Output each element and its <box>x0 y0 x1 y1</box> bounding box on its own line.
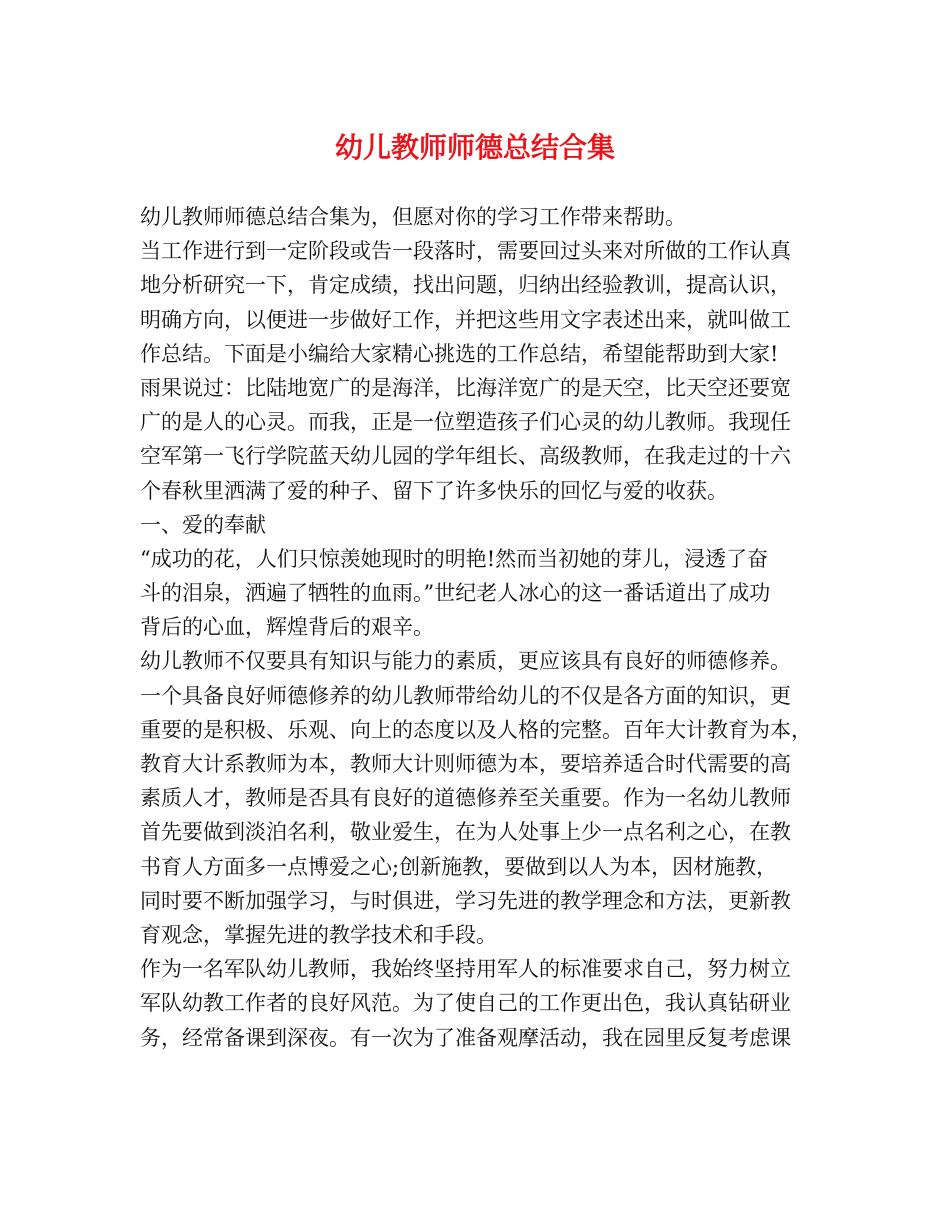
body-line: 背后的心血，辉煌背后的艰辛。 <box>140 615 434 640</box>
body-line: 同时要不断加强学习，与时俱进，学习先进的教学理念和方法，更新教 <box>140 888 791 913</box>
body-line: 空军第一飞行学院蓝天幼儿园的学年组长、高级教师，在我走过的十六 <box>140 444 791 469</box>
body-line: 一个具备良好师德修养的幼儿教师带给幼儿的不仅是各方面的知识，更 <box>140 683 791 708</box>
body-line: “成功的花，人们只惊羡她现时的明艳!然而当初她的芽儿，浸透了奋 <box>140 546 769 571</box>
body-line: 幼儿教师师德总结合集为，但愿对你的学习工作带来帮助。 <box>140 205 686 229</box>
body-line: 素质人才，教师是否具有良好的道德修养至关重要。作为一名幼儿教师 <box>140 786 791 811</box>
body-line: 斗的泪泉，洒遍了牺牲的血雨。”世纪老人冰心的这一番话道出了成功 <box>140 581 771 606</box>
body-line: 个春秋里洒满了爱的种子、留下了许多快乐的回忆与爱的收获。 <box>140 478 728 503</box>
body-line: 教育大计系教师为本，教师大计则师德为本，要培养适合时代需要的高 <box>140 752 791 776</box>
section-heading: 一、爱的奉献 <box>140 512 266 537</box>
document-title: 幼儿教师师德总结合集 <box>334 131 615 164</box>
body-line: 重要的是积极、乐观、向上的态度以及人格的完整。百年大计教育为本， <box>140 717 812 742</box>
body-line: 广的是人的心灵。而我，正是一位塑造孩子们心灵的幼儿教师。我现任 <box>140 410 791 435</box>
body-line: 雨果说过：比陆地宽广的是海洋，比海洋宽广的是天空，比天空还要宽 <box>140 375 791 400</box>
body-line: 当工作进行到一定阶段或告一段落时，需要回过头来对所做的工作认真 <box>140 239 791 264</box>
body-line: 书育人方面多一点博爱之心;创新施教，要做到以人为本，因材施教， <box>140 854 778 879</box>
body-line: 幼儿教师不仅要具有知识与能力的素质，更应该具有良好的师德修养。 <box>140 649 791 674</box>
body-line: 作总结。下面是小编给大家精心挑选的工作总结，希望能帮助到大家! <box>140 341 779 366</box>
body-line: 务，经常备课到深夜。有一次为了准备观摩活动，我在园里反复考虑课 <box>140 1025 791 1050</box>
body-line: 育观念，掌握先进的教学技术和手段。 <box>140 922 497 947</box>
document-body <box>140 200 830 1055</box>
body-line: 明确方向，以便进一步做好工作，并把这些用文字表述出来，就叫做工 <box>140 307 791 332</box>
body-line: 首先要做到淡泊名利，敬业爱生，在为人处事上少一点名利之心，在教 <box>140 820 791 845</box>
body-line: 军队幼教工作者的良好风范。为了使自己的工作更出色，我认真钻研业 <box>140 991 791 1016</box>
body-line: 作为一名军队幼儿教师，我始终坚持用军人的标准要求自己，努力树立 <box>140 957 791 982</box>
body-line: 地分析研究一下，肯定成绩，找出问题，归纳出经验教训，提高认识， <box>140 273 791 298</box>
